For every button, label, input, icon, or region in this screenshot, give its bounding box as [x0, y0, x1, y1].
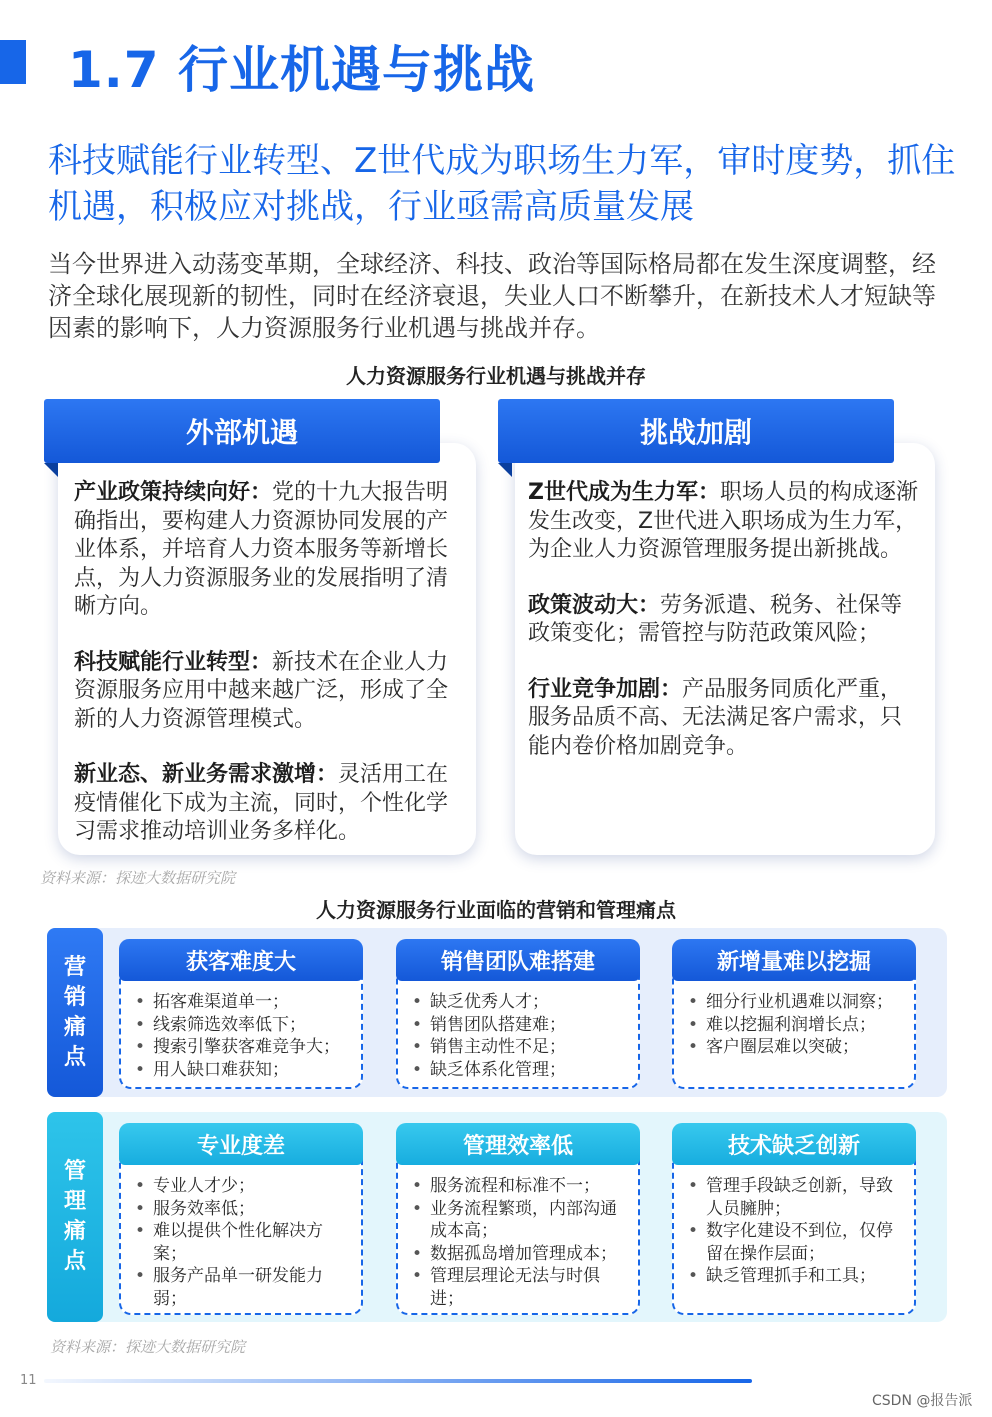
- list-item: • 数字化建设不到位，仅停留在操作层面；: [688, 1220, 908, 1265]
- section1-title: 人力资源服务行业机遇与挑战并存: [346, 364, 646, 388]
- source-note: 资料来源：探迹大数据研究院: [40, 869, 236, 887]
- challenge-item-body: 劳务派遣、税务、社保等政策变化；需管控与防范政策风险；: [528, 592, 903, 646]
- pain-card: [119, 1123, 363, 1315]
- footer-divider: [44, 1379, 752, 1383]
- intro-paragraph: 当今世界进入动荡变革期，全球经济、科技、政治等国际格局都在发生深度调整，经济全球化展现新的韧性，同时在经济衰退，失业人口不断攀升，在新技术人才短缺等因素的影响下，人力资源服务行业机遇与挑战并存。: [48, 250, 936, 342]
- page-subtitle: 科技赋能行业转型、Z世代成为职场生力军，审时度势，抓住机遇，积极应对挑战，行业亟需高质量发展: [48, 141, 956, 227]
- title-accent-bar: [0, 40, 26, 84]
- opportunity-item: [74, 649, 454, 735]
- list-item: • 拓客难渠道单一；: [135, 991, 355, 1014]
- opportunity-ribbon-fold: [44, 463, 58, 477]
- opportunity-ribbon: 外部机遇: [44, 399, 440, 463]
- pain-card-title: 销售团队难搭建: [396, 939, 640, 981]
- list-item: • 专业人才少；: [135, 1175, 355, 1198]
- opportunity-item: [74, 761, 454, 847]
- list-item: • 难以提供个性化解决方案；: [135, 1220, 355, 1265]
- list-item: • 客户圈层难以突破；: [688, 1036, 908, 1059]
- pain-card-title: 专业度差: [119, 1123, 363, 1165]
- list-item: • 缺乏管理抓手和工具；: [688, 1265, 908, 1288]
- opportunity-item-head: 科技赋能行业转型：: [74, 649, 273, 675]
- pain-card-title: 技术缺乏创新: [672, 1123, 916, 1165]
- pain-card-list: [412, 1175, 632, 1310]
- list-item: • 服务流程和标准不一；: [412, 1175, 632, 1198]
- watermark: CSDN @报告派: [872, 1393, 973, 1409]
- marketing-row-label: [47, 928, 103, 1097]
- challenge-text: [528, 479, 920, 788]
- pain-card: [672, 1123, 916, 1315]
- pain-card-title: 获客难度大: [119, 939, 363, 981]
- pain-card-list: [412, 991, 632, 1081]
- challenge-item-body: 职场人员的构成逐渐发生改变，Z世代进入职场成为生力军，为企业人力资源管理服务提出新挑战。: [528, 480, 918, 562]
- list-item: • 销售团队搭建难；: [412, 1014, 632, 1037]
- opportunity-item-body: 灵活用工在疫情催化下成为主流，同时，个性化学习需求推动培训业务多样化。: [74, 762, 449, 844]
- challenge-item-head: Z世代成为生力军：: [528, 480, 720, 505]
- list-item: • 缺乏体系化管理；: [412, 1059, 632, 1082]
- pain-card-title: 管理效率低: [396, 1123, 640, 1165]
- challenge-item: [528, 479, 920, 565]
- list-item: • 管理手段缺乏创新，导致人员臃肿；: [688, 1175, 908, 1220]
- marketing-label-text: 营销痛点: [63, 954, 86, 1070]
- challenge-item-body: 产品服务同质化严重，服务品质不高、无法满足客户需求，只能内卷价格加剧竞争。: [528, 676, 903, 759]
- pain-card-list: [688, 991, 908, 1059]
- management-row-label: [47, 1112, 103, 1322]
- list-item: • 线索筛选效率低下；: [135, 1014, 355, 1037]
- list-item: • 难以挖掘利润增长点；: [688, 1014, 908, 1037]
- challenge-item-head: 政策波动大：: [528, 592, 661, 618]
- challenge-ribbon: 挑战加剧: [498, 399, 894, 463]
- list-item: • 管理层理论无法与时俱进；: [412, 1265, 632, 1310]
- section2-title: 人力资源服务行业面临的营销和管理痛点: [316, 898, 676, 922]
- list-item: • 用人缺口难获知；: [135, 1059, 355, 1082]
- list-item: • 服务产品单一研发能力弱；: [135, 1265, 355, 1310]
- page-number: 11: [20, 1373, 37, 1388]
- challenge-ribbon-fold: [498, 463, 512, 477]
- challenge-item: [528, 592, 920, 649]
- challenge-item-head: 行业竞争加剧：: [528, 676, 683, 702]
- pain-card-list: [688, 1175, 908, 1288]
- challenge-item: [528, 676, 920, 762]
- source-note: 资料来源：探迹大数据研究院: [50, 1338, 246, 1356]
- pain-card: [396, 1123, 640, 1315]
- pain-card-list: [135, 991, 355, 1081]
- opportunity-item-head: 新业态、新业务需求激增：: [74, 762, 339, 787]
- opportunity-text: [74, 479, 454, 874]
- list-item: • 缺乏优秀人才；: [412, 991, 632, 1014]
- opportunity-item-body: 新技术在企业人力资源服务应用中越来越广泛，形成了全新的人力资源管理模式。: [74, 649, 449, 732]
- opportunity-item: [74, 479, 454, 622]
- page-title: 1.7 行业机遇与挑战: [68, 41, 535, 99]
- pain-card-title: 新增量难以挖掘: [672, 939, 916, 981]
- pain-card-list: [135, 1175, 355, 1310]
- management-label-text: 管理痛点: [63, 1159, 86, 1274]
- pain-card: [672, 939, 916, 1089]
- pain-card: [119, 939, 363, 1089]
- list-item: • 销售主动性不足；: [412, 1036, 632, 1059]
- list-item: • 数据孤岛增加管理成本；: [412, 1243, 632, 1266]
- pain-card: [396, 939, 640, 1089]
- list-item: • 业务流程繁琐，内部沟通成本高；: [412, 1198, 632, 1243]
- list-item: • 服务效率低；: [135, 1198, 355, 1221]
- list-item: • 细分行业机遇难以洞察；: [688, 991, 908, 1014]
- opportunity-item-body: 党的十九大报告明确指出，要构建人力资源协同发展的产业体系，并培育人力资本服务等新增长点，为人力资源服务业的发展指明了清晰方向。: [74, 480, 449, 619]
- list-item: • 搜索引擎获客难竞争大；: [135, 1036, 355, 1059]
- opportunity-item-head: 产业政策持续向好：: [74, 480, 273, 505]
